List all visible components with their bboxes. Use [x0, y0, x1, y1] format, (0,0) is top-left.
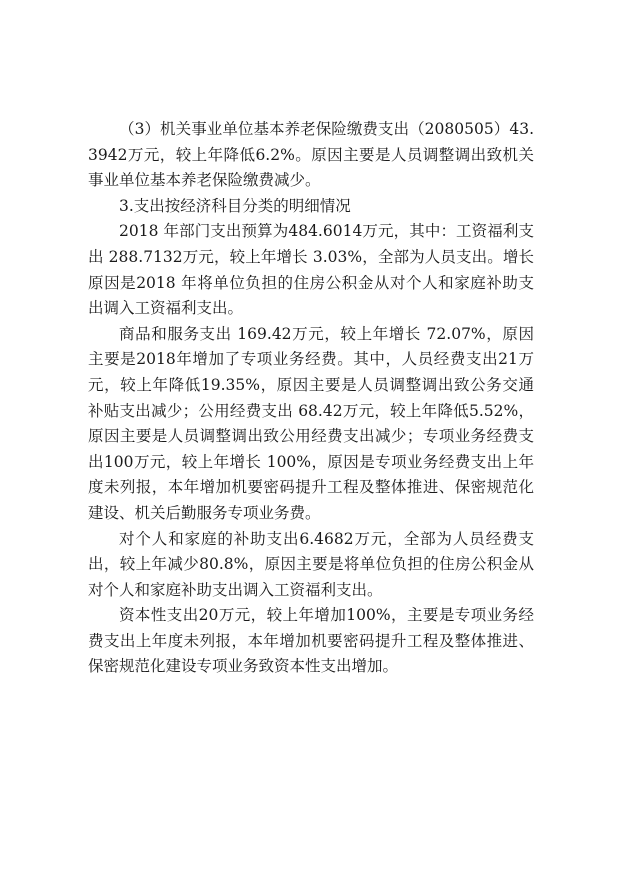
section-heading-economic-classification: 3.支出按经济科目分类的明细情况 [119, 196, 351, 215]
paragraph-total-budget: 2018 年部门支出预算为484.6014万元，其中：工资福利支出 288.7132万元，较上年增长 3.03%，全部为人员支出。增长原因是2018 年将单位负担的住房公积金从对个人和家庭补助支出调入工资福利支出。 [88, 222, 534, 318]
paragraph-goods-services: 商品和服务支出 169.42万元，较上年增长 72.07%，原因主要是2018年增加了专项业务经费。其中，人员经费支出21万元，较上年降低19.35%，原因主要是人员调整调出致公务交通补贴支出减少；公用经费支出 68.42万元，较上年降低5.52%，原因主要是人员调整调出致公用经费支出减少；专项业务经费支出100万元，较上年增长 100%，原因是专项业务经费支出上年度未列报，本年增加机要密码提升工程及整体推进、保密规范化建设、机关后勤服务专项业务费。 [88, 324, 534, 522]
paragraph-household-subsidy: 对个人和家庭的补助支出6.4682万元，全部为人员经费支出，较上年减少80.8%，原因主要是将单位负担的住房公积金从对个人和家庭补助支出调入工资福利支出。 [88, 529, 534, 599]
paragraph-pension-contribution: （3）机关事业单位基本养老保险缴费支出（2080505）43.3942万元，较上年降低6.2%。原因主要是人员调整调出致机关事业单位基本养老保险缴费减少。 [88, 120, 534, 190]
paragraph-capital-expenditure: 资本性支出20万元，较上年增加100%，主要是专项业务经费支出上年度未列报，本年增加机要密码提升工程及整体推进、保密规范化建设专项业务致资本性支出增加。 [88, 606, 534, 676]
document-body [88, 117, 534, 680]
